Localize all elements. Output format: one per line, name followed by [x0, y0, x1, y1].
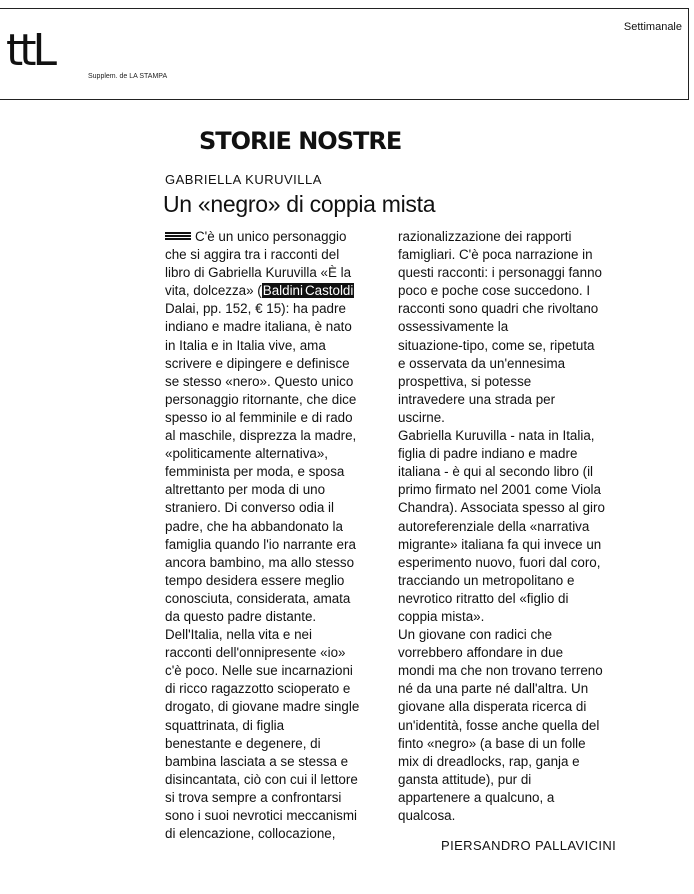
body-line: mondi ma che non trovano terreno: [398, 663, 603, 679]
book-author: GABRIELLA KURUVILLA: [165, 172, 322, 187]
body-line: padre, che ha abbandonato la: [165, 518, 343, 534]
body-line: gansta attitude), pur di: [398, 771, 532, 787]
body-line: qualcosa.: [398, 808, 456, 823]
highlighted-publisher: Baldini: [262, 283, 303, 299]
body-line: di elencazione, collocazione,: [165, 826, 336, 842]
body-line: un'identità, fosse anche quella del: [398, 717, 600, 733]
body-line: disincantata, ciò con cui il lettore: [165, 771, 358, 787]
body-line: ancora bambino, ma allo stesso: [165, 554, 355, 570]
body-line: nevrotico ritratto del «figlio di: [398, 590, 569, 606]
body-line: ossessivamente la: [398, 319, 509, 335]
body-line: appartenere a qualcuno, a: [398, 789, 555, 805]
paragraph-marker-icon: [165, 232, 191, 241]
body-line: femminista per moda, e sposa: [165, 464, 345, 480]
body-line: libro di Gabriella Kuruvilla «È la: [165, 265, 352, 281]
body-line: Gabriella Kuruvilla - nata in Italia,: [398, 428, 595, 444]
body-line: altrettanto per moda di uno: [165, 482, 326, 498]
body-line: Chandra). Associata spesso al giro: [398, 500, 605, 516]
body-line: «politicamente alternativa»,: [165, 446, 329, 462]
body-line: situazione-tipo, come se, ripetuta: [398, 337, 595, 353]
body-line: in Italia e in Italia vive, ama: [165, 337, 326, 353]
body-line: né da una parte né dall'altra. Un: [398, 681, 589, 697]
body-line: conosciuta, considerata, amata: [165, 590, 351, 606]
body-line: figlia di padre indiano e madre: [398, 446, 578, 462]
body-line: intravedere una strada per: [398, 391, 556, 407]
body-line: sono i suoi nevrotici meccanismi: [165, 808, 358, 823]
body-line: racconti sono quadri che rivoltano: [398, 301, 599, 317]
body-line: tempo desidera essere meglio: [165, 572, 345, 588]
body-line: mix di dreadlocks, rap, ganja e: [398, 753, 580, 769]
body-line: italiana - è qui al secondo libro (il: [398, 464, 594, 480]
body-line: migrante» italiana fa qui invece un: [398, 536, 602, 552]
body-text: C'è un unico personaggio: [195, 229, 347, 244]
body-line: questi racconti: i personaggi fanno: [398, 265, 602, 281]
body-line: primo firmato nel 2001 come Viola: [398, 482, 601, 498]
supplement-label: Supplem. de LA STAMPA: [88, 73, 168, 80]
article-headline: Un «negro» di coppia mista: [163, 191, 436, 217]
body-line: razionalizzazione dei rapporti: [398, 229, 572, 244]
body-line: vorrebbero affondare in due: [398, 645, 564, 661]
body-line: tracciando un metropolitano e: [398, 572, 575, 588]
body-line: Un giovane con radici che: [398, 627, 553, 643]
body-line: racconti dell'onnipresente «io»: [165, 645, 346, 661]
body-line: famigliari. C'è poca narrazione in: [398, 247, 593, 263]
body-line: giovane alla disperata ricerca di: [398, 699, 587, 715]
masthead: [0, 8, 689, 100]
body-line: bambina lasciata a se stessa e: [165, 753, 349, 769]
body-line: coppia mista».: [398, 608, 485, 624]
highlighted-publisher: Castoldi: [304, 283, 354, 299]
body-line: si trova sempre a confrontarsi: [165, 789, 342, 805]
article-column-2: [398, 228, 628, 825]
body-line: e osservata da un'ennesima: [398, 355, 566, 371]
article-column-1: [165, 228, 390, 843]
body-line: di ricco ragazzotto scioperato e: [165, 681, 351, 697]
body-line: benestante e degenere, di: [165, 735, 321, 751]
body-line: Dalai, pp. 152, € 15): ha padre: [165, 301, 346, 317]
body-text: vita, dolcezza» (: [165, 283, 262, 299]
section-title: STORIE NOSTRE: [199, 127, 402, 155]
body-line: finto «negro» (a base di un folle: [398, 735, 586, 751]
body-line: [165, 282, 390, 300]
body-line: esperimento nuovo, fuori dal coro,: [398, 554, 601, 570]
body-line: da questo padre distante.: [165, 608, 317, 624]
body-line: spesso io al femminile e di rado: [165, 409, 353, 425]
ttl-logo: ttL: [6, 25, 54, 76]
body-line: personaggio ritornante, che dice: [165, 391, 357, 407]
body-line: straniero. Di converso odia il: [165, 500, 334, 516]
body-line: drogato, di giovane madre single: [165, 699, 360, 715]
body-line: prospettiva, si potesse: [398, 373, 532, 389]
body-line: [165, 228, 390, 246]
body-line: c'è poco. Nelle sue incarnazioni: [165, 663, 353, 679]
body-line: Dell'Italia, nella vita e nei: [165, 627, 312, 643]
body-line: che si aggira tra i racconti del: [165, 247, 340, 263]
body-line: scrivere e dipingere e definisce: [165, 355, 350, 371]
body-line: autoreferenziale della «narrativa: [398, 518, 590, 534]
body-line: al maschile, disprezza la madre,: [165, 428, 357, 444]
body-line: indiano e madre italiana, è nato: [165, 319, 352, 335]
body-line: squattrinata, di figlia: [165, 717, 285, 733]
article-signature: PIERSANDRO PALLAVICINI: [441, 838, 617, 853]
body-line: poco e poche cose succedono. I: [398, 283, 591, 299]
body-line: se stesso «nero». Questo unico: [165, 373, 354, 389]
body-line: uscirne.: [398, 409, 445, 425]
body-line: famiglia quando l'io narrante era: [165, 536, 356, 552]
publication-frequency: Settimanale: [623, 21, 682, 33]
